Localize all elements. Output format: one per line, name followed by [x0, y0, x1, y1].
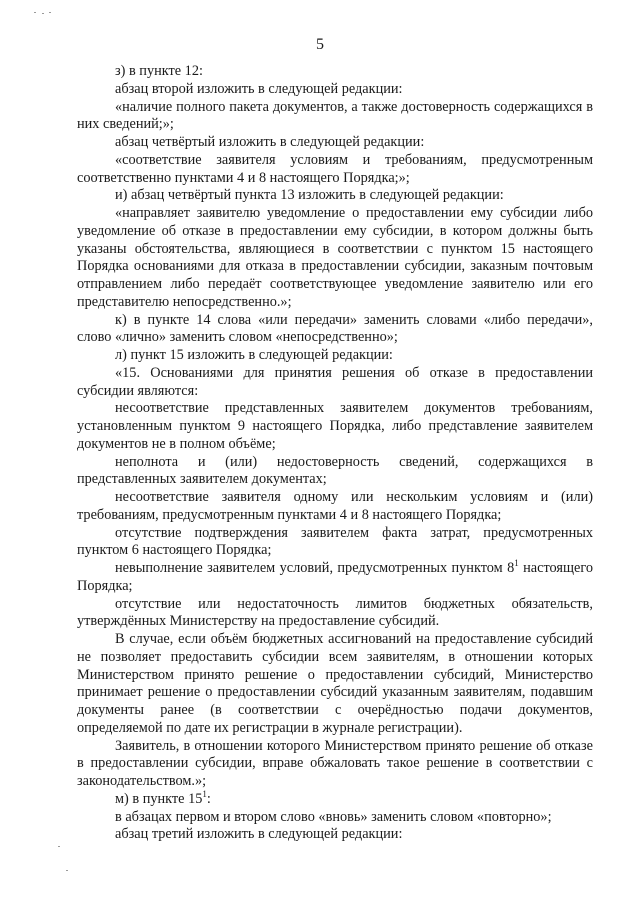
page-number: 5 — [316, 36, 324, 53]
paragraph: л) пункт 15 изложить в следующей редакции: — [115, 347, 393, 363]
paragraph: «направляет заявителю уведомление о предоставлении ему субсидии либо уведомление об отказе в предоставлении ему субсидии, в котором должны быть указаны обстоятельства, являющиеся в соответствии с пунктом 15 настоящего Порядка основаниями для отказа в предоставлении субсидии, заказным почтовым отправлением либо передаёт соответствующее уведомление заявителю или его представителю непосредственно.»; — [77, 205, 593, 310]
paragraph: абзац четвёртый изложить в следующей редакции: — [115, 134, 425, 150]
paragraph: Заявитель, в отношении которого Министерством принято решение об отказе в предоставлении субсидии, вправе обжаловать такое решение в соответствии с законодательством.»; — [77, 737, 593, 789]
paragraph-text-after: настоящего Порядка; — [77, 560, 593, 594]
paragraph: абзац третий изложить в следующей редакции: — [115, 826, 403, 843]
paragraph: в абзацах первом и втором слово «вновь» заменить словом «повторно»; — [115, 808, 552, 825]
paragraph-text: м) в пункте 15 — [115, 790, 203, 807]
paragraph: В случае, если объём бюджетных ассигнований на предоставление субсидий не позволяет предоставить субсидии всем заявителям, в отношении которых Министерством принято решение о предоставлении субсидий, Министерство принимает решение о предоставлении субсидий указанным заявителям, подавшим документы ранее (в соответствии с очерёдностью подачи документов, определяемой по дате их регистрации в журнале регистрации). — [77, 631, 593, 736]
superscript: 1 — [514, 558, 519, 568]
paragraph — [77, 788, 593, 809]
paragraph — [77, 560, 593, 596]
paragraph: неполнота и (или) недостоверность сведений, содержащихся в представленных заявителем документах; — [77, 453, 593, 488]
paragraph: «соответствие заявителя условиям и требованиям, предусмотренным соответственно пунктами 4 и 8 настоящего Порядка;»; — [77, 151, 593, 186]
paragraph: и) абзац четвёртый пункта 13 изложить в следующей редакции: — [115, 187, 504, 204]
paragraph: з) в пункте 12: — [115, 63, 203, 79]
paragraph: к) в пункте 14 слова «или передачи» заменить словами «либо передачи», слово «лично» заменить словом «непосредственно»; — [77, 311, 593, 346]
paragraph: «15. Основаниями для принятия решения об отказе в предоставлении субсидии являются: — [77, 364, 593, 399]
superscript: 1 — [202, 788, 207, 799]
paragraph: отсутствие или недостаточность лимитов бюджетных обязательств, утверждённых Министерству на предоставление субсидий. — [77, 595, 593, 630]
paragraph: «наличие полного пакета документов, а также достоверность содержащихся в них сведений;»; — [77, 98, 593, 133]
paragraph: абзац второй изложить в следующей редакции: — [115, 80, 403, 97]
paragraph: несоответствие представленных заявителем документов требованиям, установленным пунктом 9 настоящего Порядка, либо представление заявителем документов не в полном объёме; — [77, 400, 593, 452]
paragraph: отсутствие подтверждения заявителем факта затрат, предусмотренных пунктом 6 настоящего Порядка; — [77, 524, 593, 559]
paragraph-text-after: : — [206, 790, 211, 807]
paragraph: несоответствие заявителя одному или нескольким условиям и (или) требованиям, предусмотренным пунктами 4 и 8 настоящего Порядка; — [77, 489, 593, 523]
document-body — [77, 63, 593, 844]
paragraph-text: невыполнение заявителем условий, предусмотренных пунктом 8 — [115, 560, 515, 576]
